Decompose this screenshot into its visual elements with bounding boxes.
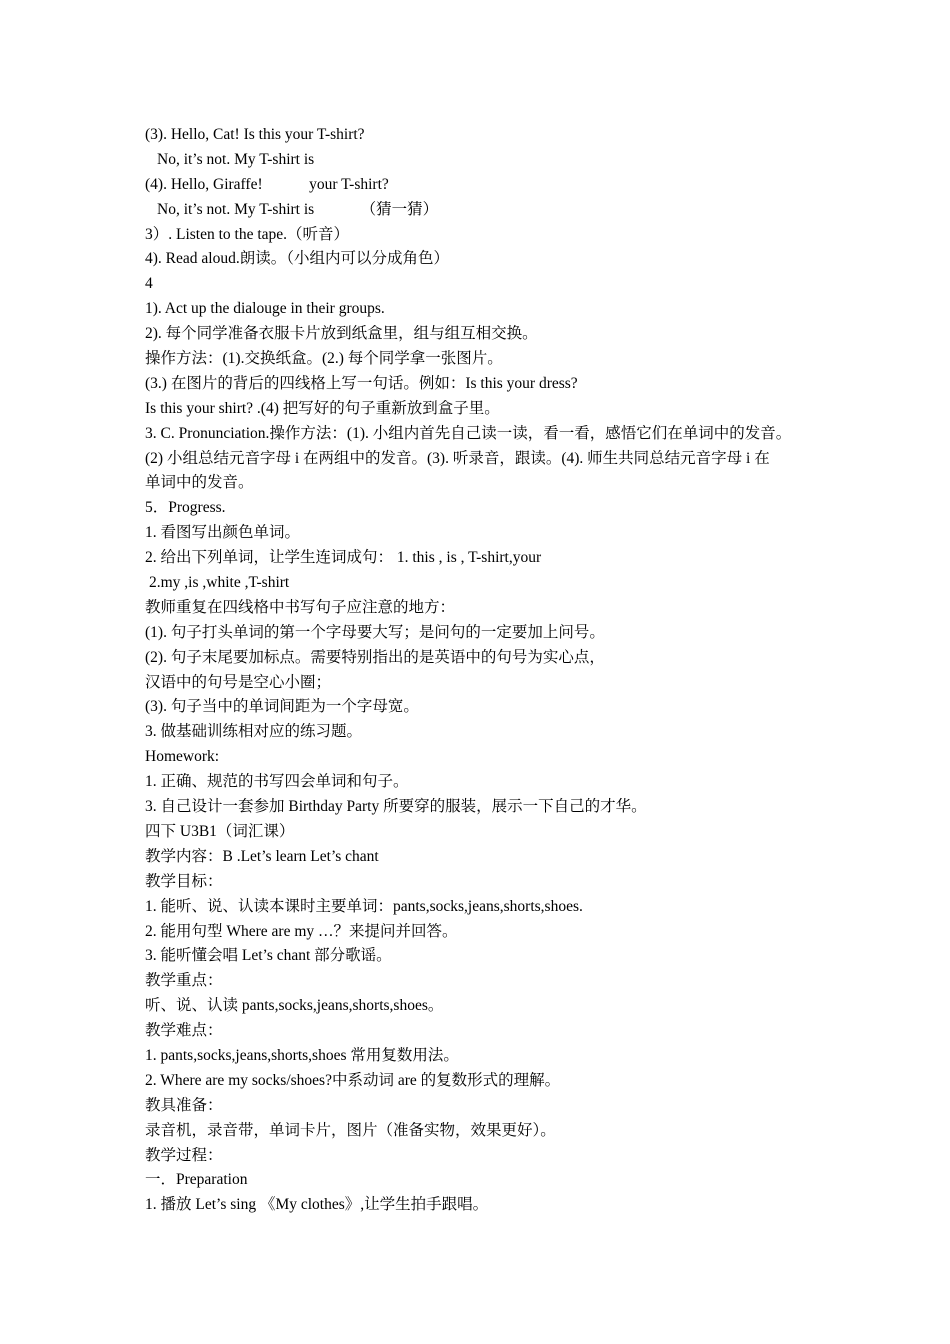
text-line: (3). Hello, Cat! Is this your T-shirt? [145,126,365,143]
text-line: 1. 能听、说、认读本课时主要单词：pants,socks,jeans,shorts,shoes. [145,897,583,915]
text-line: No, it’s not. My T-shirt is [157,150,315,168]
section-heading: 教学难点： [145,1022,223,1040]
text-line: 操作方法：(1).交换纸盒。(2.) 每个同学拿一张图片。 [145,350,503,368]
text-line: 1). Act up the dialouge in their groups. [145,300,385,318]
text-line: 单词中的发音。 [145,474,254,492]
section-heading: 教学重点： [145,972,223,990]
section-heading: Homework: [145,748,220,766]
text-line: 1. 播放 Let’s sing 《My clothes》,让学生拍手跟唱。 [145,1196,489,1214]
text-line: 教师重复在四线格中书写句子应注意的地方： [145,598,456,616]
text-line: 3. 能听懂会唱 Let’s chant 部分歌谣。 [145,947,392,965]
text-line: 教学内容：B .Let’s learn Let’s chant [145,847,379,865]
text-line: 2.my ,is ,white ,T-shirt [149,574,290,592]
text-line: 3. C. Pronunciation.操作方法：(1). 小组内首先自己读一读，看一看，感悟它们在单词中的发音。 [145,424,792,442]
text-line: 1. 看图写出颜色单词。 [145,524,301,542]
section-heading: 教学过程： [145,1146,223,1164]
text-line: 录音机，录音带，单词卡片，图片（准备实物，效果更好）。 [145,1121,556,1139]
text-line: 2). 每个同学准备衣服卡片放到纸盒里，组与组互相交换。 [145,325,538,343]
text-line: 4 [145,275,153,293]
text-line: (1). 句子打头单词的第一个字母要大写；是问句的一定要加上问号。 [145,623,605,641]
text-line: 2. Where are my socks/shoes?中系动词 are 的复数形式的理解。 [145,1071,561,1089]
section-heading: 一．Preparation [145,1171,248,1189]
section-heading: 5．Progress. [145,499,226,517]
section-heading: 教具准备： [145,1096,223,1114]
text-line: 2. 给出下列单词，让学生连词成句： 1. this , is , T-shirt,your [145,549,542,567]
text-line: 3. 做基础训练相对应的练习题。 [145,723,363,741]
text-line: 4). Read aloud.朗读。（小组内可以分成角色） [145,250,449,268]
text-line: 1. 正确、规范的书写四会单词和句子。 [145,773,409,791]
text-line: 1. pants,socks,jeans,shorts,shoes 常用复数用法。 [145,1046,459,1064]
text-line: 3. 自己设计一套参加 Birthday Party 所要穿的服装，展示一下自己的才华。 [145,798,647,816]
text-line: 3）. Listen to the tape.（听音） [145,225,350,243]
document-body [145,123,835,1218]
text-line: (3.) 在图片的背后的四线格上写一句话。例如：Is this your dress? [145,374,578,392]
text-line: 汉语中的句号是空心小圈； [145,673,332,691]
text-line: (3). 句子当中的单词间距为一个字母宽。 [145,698,419,716]
text-line: (2) 小组总结元音字母 i 在两组中的发音。(3). 听录音，跟读。(4). 师生共同总结元音字母 i 在 [145,449,770,467]
text-line: (2). 句子末尾要加标点。需要特别指出的是英语中的句号为实心点， [145,648,605,666]
text-line: Is this your shirt? .(4) 把写好的句子重新放到盒子里。 [145,399,500,417]
text-line: 听、说、认读 pants,socks,jeans,shorts,shoes。 [145,997,444,1015]
lesson-title: 四下 U3B1（词汇课） [145,822,295,840]
section-heading: 教学目标： [145,872,223,890]
text-line: No, it’s not. My T-shirt is （猜一猜） [157,200,439,218]
text-line: 2. 能用句型 Where are my …？来提问并回答。 [145,922,458,940]
text-line: (4). Hello, Giraffe! your T-shirt? [145,175,389,193]
